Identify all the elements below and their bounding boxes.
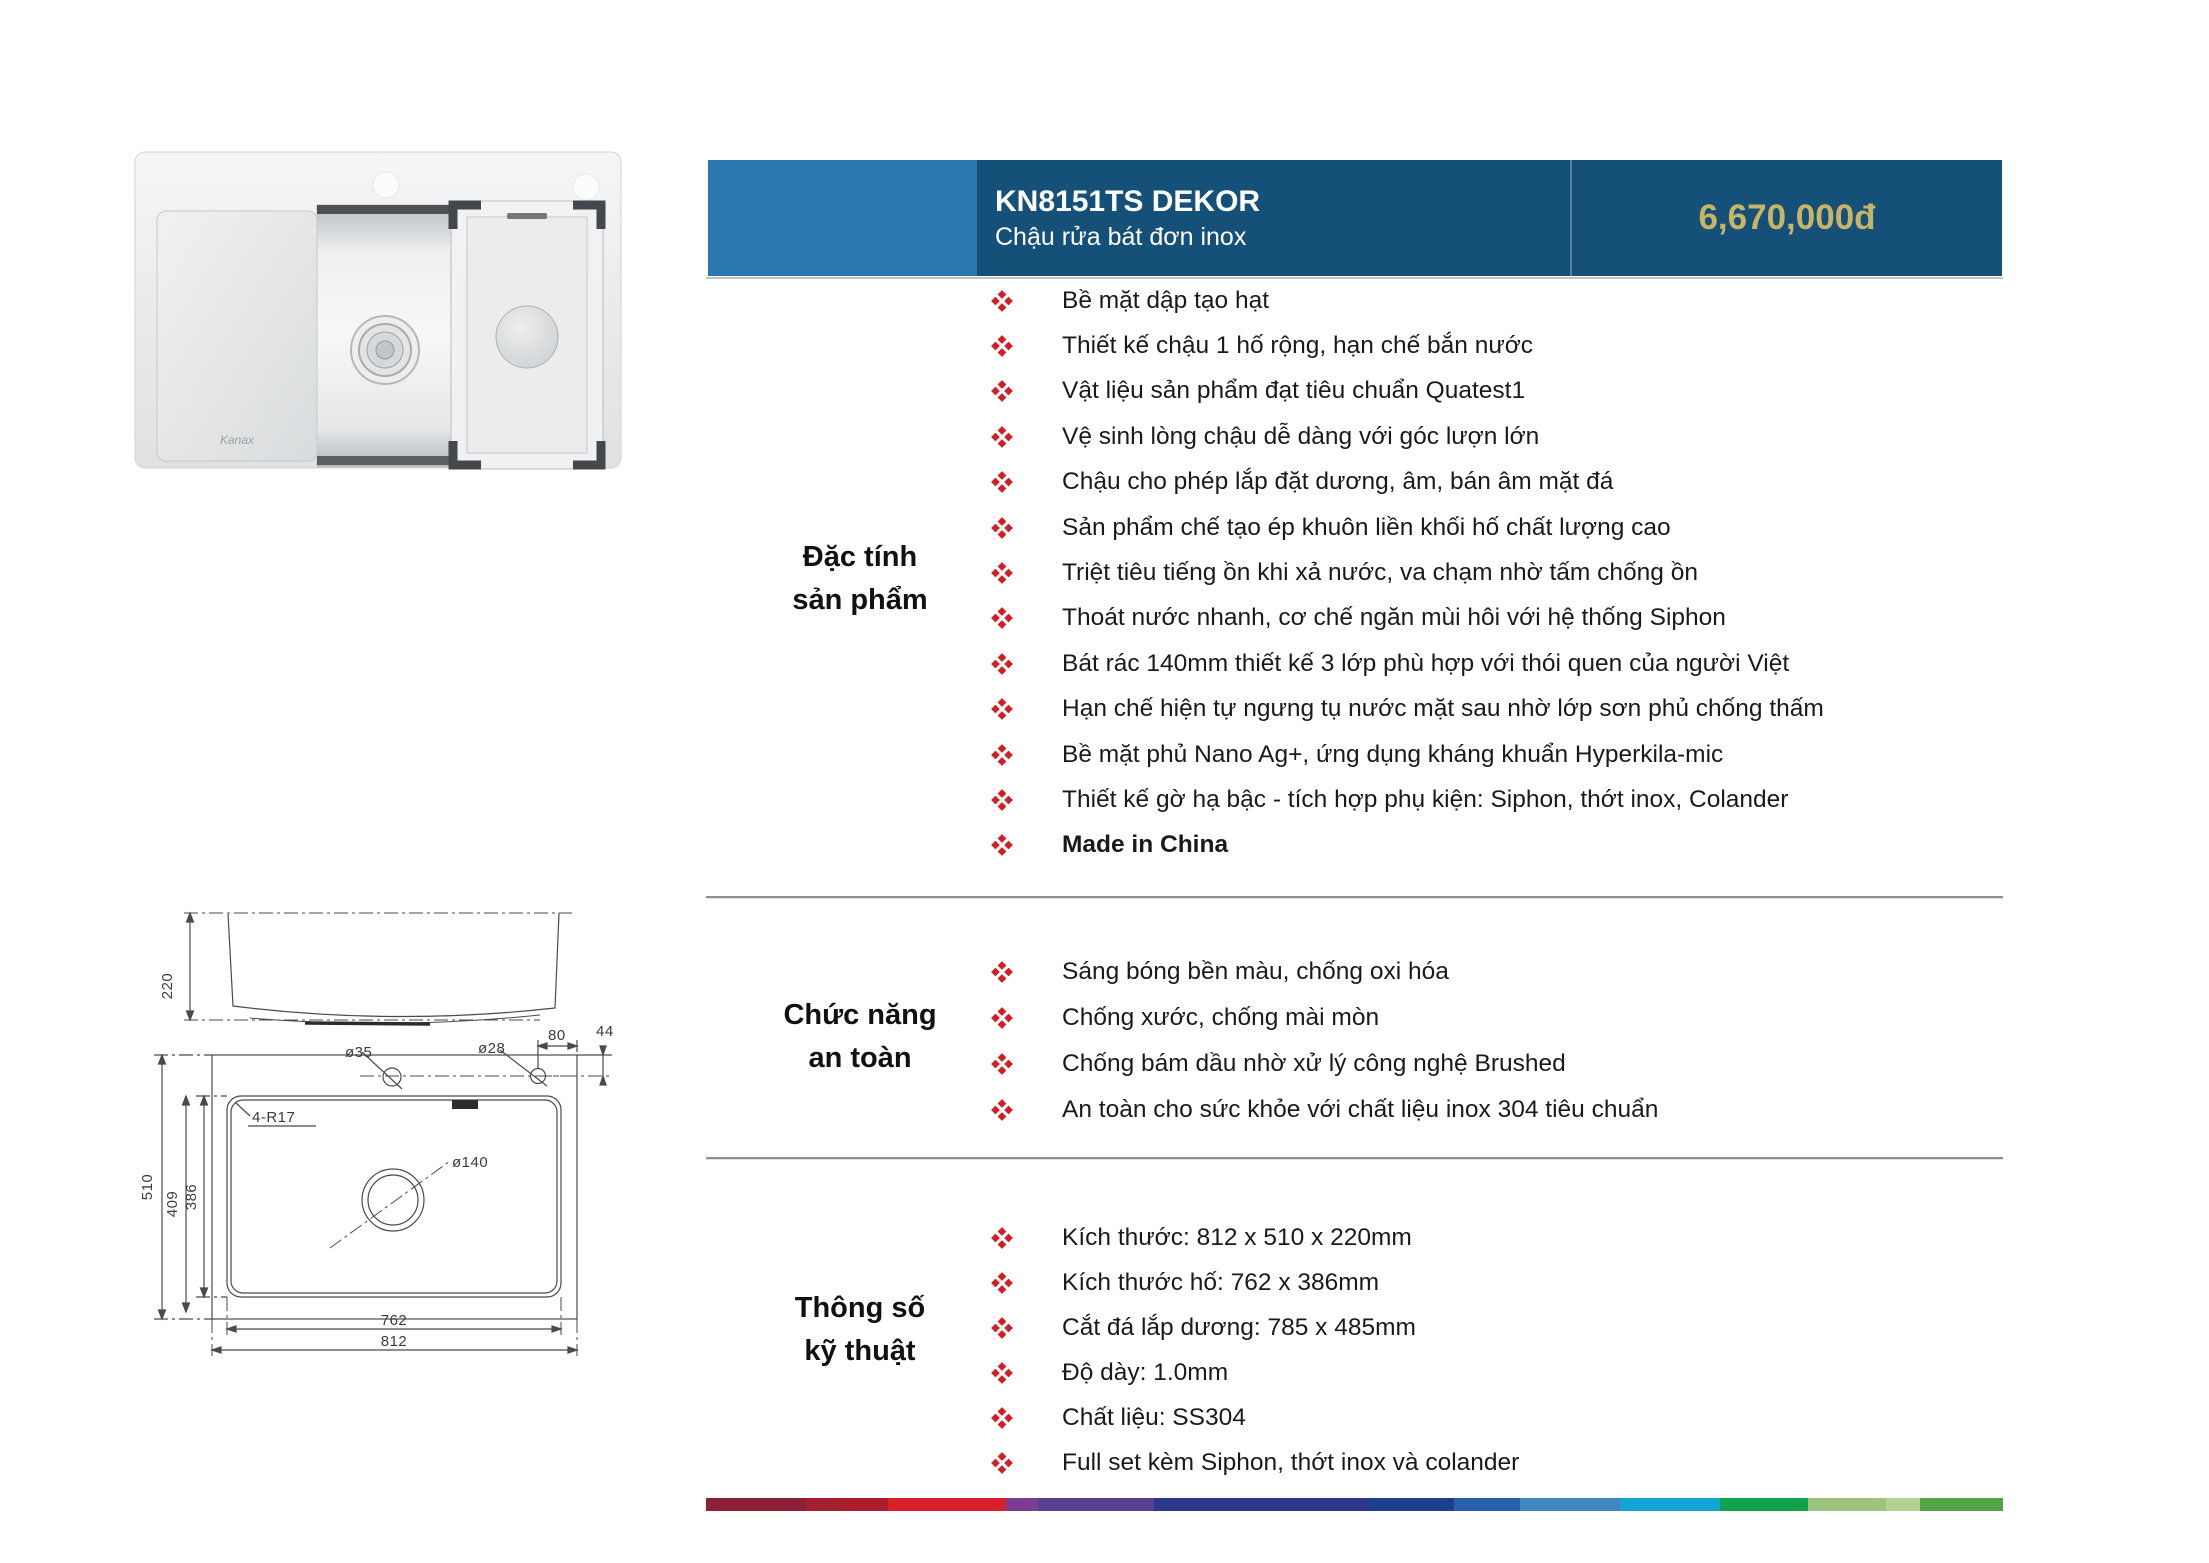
- dim-faucet1-label: ø35: [345, 1044, 373, 1061]
- feature-text: Chống bám dầu nhờ xử lý công nghệ Brushed: [1062, 1050, 1566, 1077]
- diamond-glyph: [990, 1361, 1014, 1385]
- feature-text: Triệt tiêu tiếng ồn khi xả nước, va chạm nhờ tấm chống ồn: [1062, 559, 1698, 587]
- feature-text: Sản phẩm chế tạo ép khuôn liền khối hố chất lượng cao: [1062, 513, 1671, 541]
- dim-drain-label: ø140: [452, 1154, 489, 1171]
- diamond-bullet-icon: [990, 561, 1020, 585]
- product-model: KN8151TS DEKOR: [995, 184, 1261, 218]
- feature-text: Chất liệu: SS304: [1062, 1403, 1246, 1431]
- feature-text: Chống xước, chống mài mòn: [1062, 1004, 1380, 1031]
- dim-depth-label: 220: [159, 972, 176, 1000]
- product-price: 6,670,000đ: [1698, 198, 1876, 237]
- diamond-glyph: [990, 470, 1014, 494]
- gradient-segment: [1886, 1498, 1920, 1511]
- diamond-glyph: [990, 334, 1014, 358]
- gradient-segment: [806, 1498, 842, 1511]
- dim-762-label: 762: [380, 1312, 408, 1329]
- diamond-bullet-icon: [990, 425, 1020, 449]
- diamond-bullet-icon: [990, 334, 1020, 358]
- brand-logo: Kanax: [219, 433, 255, 447]
- diamond-glyph: [990, 606, 1014, 630]
- diamond-glyph: [990, 743, 1014, 767]
- diamond-bullet-icon: [990, 516, 1020, 540]
- diamond-bullet-icon: [990, 470, 1020, 494]
- diamond-glyph: [990, 1316, 1014, 1340]
- section-label-line: Chức năng: [783, 999, 937, 1031]
- feature-item: [990, 1087, 2000, 1133]
- gradient-segment: [1808, 1498, 1886, 1511]
- diamond-bullet-icon: [990, 1406, 1020, 1430]
- feature-item: [990, 278, 2000, 323]
- dim-812-label: 812: [380, 1333, 408, 1350]
- section-divider: [706, 896, 2003, 899]
- safety-list: [990, 949, 2000, 1133]
- diamond-bullet-icon: [990, 1271, 1020, 1295]
- diamond-glyph: [990, 289, 1014, 313]
- header: [708, 160, 2002, 276]
- gradient-segment: [1006, 1498, 1038, 1511]
- feature-item: [990, 1041, 2000, 1087]
- section-label-line: Thông số: [794, 1292, 926, 1324]
- diamond-glyph: [990, 652, 1014, 676]
- diamond-glyph: [990, 833, 1014, 857]
- feature-item: [990, 823, 2000, 868]
- diamond-bullet-icon: [990, 1226, 1020, 1250]
- feature-text: Sáng bóng bền màu, chống oxi hóa: [1062, 958, 1449, 985]
- feature-item: [990, 414, 2000, 459]
- feature-item: [990, 550, 2000, 595]
- footer-gradient-bar: [706, 1498, 2003, 1511]
- feature-item: [990, 369, 2000, 414]
- gradient-segment: [1720, 1498, 1808, 1511]
- gradient-segment: [1154, 1498, 1369, 1511]
- header-accent-block: [708, 160, 977, 276]
- feature-text: Bề mặt dập tạo hạt: [1062, 286, 1270, 314]
- feature-list: [990, 278, 2000, 868]
- feature-text: Kích thước: 812 x 510 x 220mm: [1062, 1223, 1412, 1251]
- gradient-segment: [1369, 1498, 1454, 1511]
- feature-item: [990, 995, 2000, 1041]
- diamond-bullet-icon: [990, 1006, 1020, 1030]
- diamond-bullet-icon: [990, 960, 1020, 984]
- diamond-glyph: [990, 1006, 1014, 1030]
- section-label-line: sản phẩm: [792, 584, 928, 616]
- feature-item: [990, 641, 2000, 686]
- feature-text: Bát rác 140mm thiết kế 3 lớp phù hợp với thói quen của người Việt: [1062, 649, 1790, 677]
- dim-corner-label: 4-R17: [252, 1109, 296, 1126]
- feature-item: [990, 949, 2000, 995]
- diamond-glyph: [990, 1098, 1014, 1122]
- feature-text: Made in China: [1062, 831, 1229, 859]
- diamond-bullet-icon: [990, 1451, 1020, 1475]
- feature-item: [990, 777, 2000, 822]
- feature-text: Thiết kế gờ hạ bậc - tích hợp phụ kiện: Siphon, thớt inox, Colander: [1062, 785, 1789, 813]
- diamond-bullet-icon: [990, 606, 1020, 630]
- price-block: [1570, 160, 2002, 276]
- gradient-segment: [1454, 1498, 1520, 1511]
- feature-text: Kích thước hố: 762 x 386mm: [1062, 1268, 1380, 1296]
- diamond-glyph: [990, 1451, 1014, 1475]
- header-title-block: [977, 160, 1570, 276]
- diamond-bullet-icon: [990, 788, 1020, 812]
- feature-item: [990, 596, 2000, 641]
- section-label-line: an toàn: [808, 1042, 912, 1074]
- section-divider: [706, 1157, 2003, 1160]
- dim-44-label: 44: [596, 1023, 614, 1040]
- diamond-glyph: [990, 425, 1014, 449]
- gradient-segment: [1520, 1498, 1620, 1511]
- feature-item: [990, 1350, 2000, 1395]
- feature-text: Độ dày: 1.0mm: [1062, 1358, 1229, 1386]
- diamond-bullet-icon: [990, 379, 1020, 403]
- section-label-safety: [700, 994, 1020, 1080]
- diamond-bullet-icon: [990, 1316, 1020, 1340]
- feature-text: Thiết kế chậu 1 hố rộng, hạn chế bắn nước: [1062, 332, 1534, 360]
- feature-item: [990, 1260, 2000, 1305]
- feature-text: Bề mặt phủ Nano Ag+, ứng dụng kháng khuẩn Hyperkila-mic: [1062, 740, 1724, 768]
- diamond-bullet-icon: [990, 289, 1020, 313]
- dim-510-label: 510: [139, 1173, 156, 1201]
- technical-drawing: [100, 880, 660, 1360]
- feature-item: [990, 323, 2000, 368]
- feature-item: [990, 1440, 2000, 1485]
- diamond-bullet-icon: [990, 1361, 1020, 1385]
- spec-list: [990, 1215, 2000, 1485]
- feature-text: Full set kèm Siphon, thớt inox và colander: [1062, 1448, 1520, 1476]
- dim-409-label: 409: [164, 1190, 181, 1218]
- feature-item: [990, 460, 2000, 505]
- diamond-glyph: [990, 1271, 1014, 1295]
- diamond-bullet-icon: [990, 1098, 1020, 1122]
- sink-photo-illustration: [95, 105, 640, 470]
- diamond-bullet-icon: [990, 652, 1020, 676]
- feature-text: Cắt đá lắp dương: 785 x 485mm: [1062, 1313, 1416, 1341]
- diamond-bullet-icon: [990, 1052, 1020, 1076]
- feature-item: [990, 1395, 2000, 1440]
- gradient-segment: [706, 1498, 806, 1511]
- diamond-glyph: [990, 516, 1014, 540]
- dim-faucet2-label: ø28: [478, 1040, 506, 1057]
- feature-text: Vệ sinh lòng chậu dễ dàng với góc lượn lớn: [1062, 422, 1540, 450]
- feature-text: Vật liệu sản phẩm đạt tiêu chuẩn Quatest1: [1062, 377, 1526, 405]
- feature-text: An toàn cho sức khỏe với chất liệu inox 304 tiêu chuẩn: [1062, 1096, 1659, 1123]
- feature-item: [990, 1305, 2000, 1350]
- diamond-glyph: [990, 697, 1014, 721]
- feature-item: [990, 505, 2000, 550]
- product-photo: [95, 105, 640, 470]
- dim-386-label: 386: [183, 1183, 200, 1211]
- diamond-glyph: [990, 1052, 1014, 1076]
- feature-text: Thoát nước nhanh, cơ chế ngăn mùi hôi với hệ thống Siphon: [1062, 604, 1726, 632]
- diamond-bullet-icon: [990, 833, 1020, 857]
- diamond-glyph: [990, 788, 1014, 812]
- diamond-glyph: [990, 1406, 1014, 1430]
- gradient-segment: [1620, 1498, 1720, 1511]
- section-label-line: kỹ thuật: [804, 1335, 916, 1367]
- gradient-segment: [1920, 1498, 2003, 1511]
- gradient-segment: [888, 1498, 1006, 1511]
- feature-item: [990, 1215, 2000, 1260]
- feature-item: [990, 687, 2000, 732]
- diamond-bullet-icon: [990, 697, 1020, 721]
- section-label-line: Đặc tính: [802, 541, 918, 573]
- dim-80-label: 80: [548, 1027, 566, 1044]
- product-subtitle: Chậu rửa bát đơn inox: [995, 222, 1247, 251]
- feature-item: [990, 732, 2000, 777]
- section-label-features: [700, 536, 1020, 622]
- gradient-segment: [842, 1498, 888, 1511]
- diamond-bullet-icon: [990, 743, 1020, 767]
- diamond-glyph: [990, 1226, 1014, 1250]
- feature-text: Chậu cho phép lắp đặt dương, âm, bán âm mặt đá: [1062, 468, 1614, 496]
- sink-dimension-drawing: [100, 880, 660, 1360]
- feature-text: Hạn chế hiện tự ngưng tụ nước mặt sau nhờ lớp sơn phủ chống thấm: [1062, 695, 1824, 723]
- gradient-segment: [1038, 1498, 1154, 1511]
- section-label-specs: [700, 1287, 1020, 1373]
- diamond-glyph: [990, 379, 1014, 403]
- diamond-glyph: [990, 960, 1014, 984]
- diamond-glyph: [990, 561, 1014, 585]
